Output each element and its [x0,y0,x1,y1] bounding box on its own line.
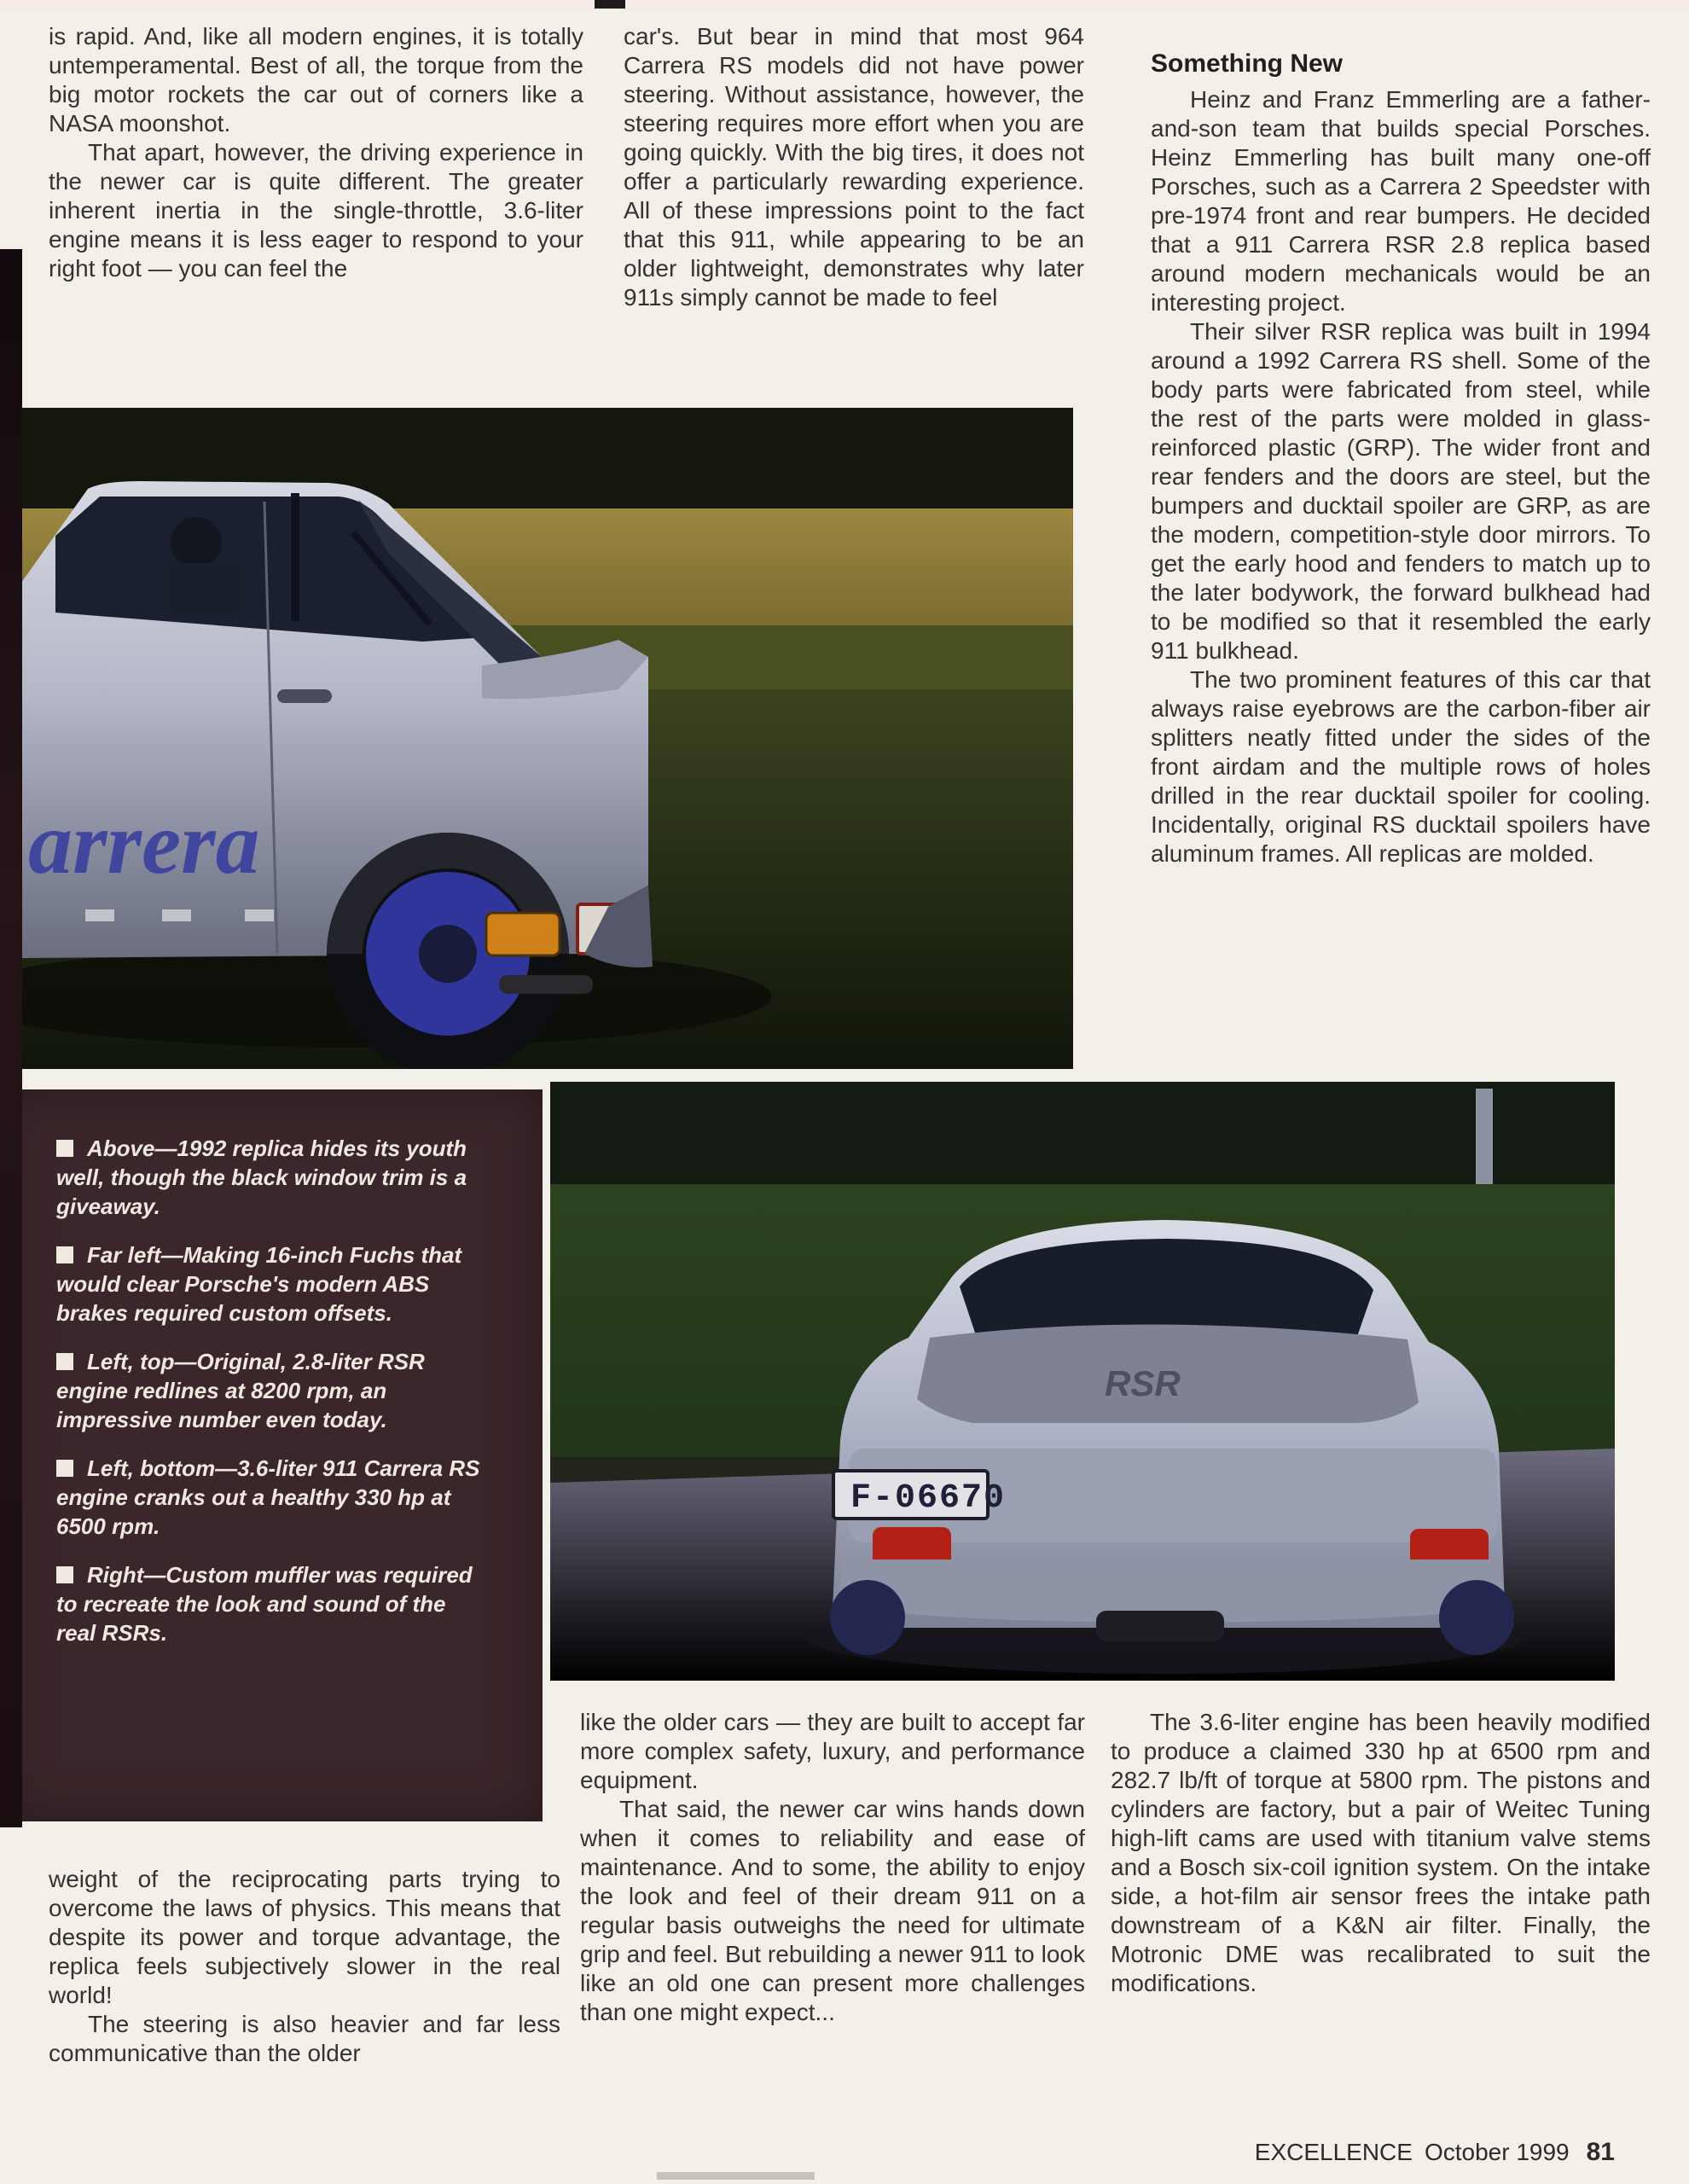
caption-list [56,1134,490,1667]
top-column-3 [1151,49,1651,868]
issue-date: October 1999 [1424,2139,1570,2165]
driver-torso [166,563,243,614]
caption-bullet-icon [56,1566,73,1583]
scan-top-tint [0,0,1689,10]
side-script-decal: arrera [28,794,260,892]
roll-cage-bar [291,493,299,621]
caption-text: Left, top—Original, 2.8-liter RSR engine redlines at 8200 rpm, an impressive number even today. [56,1349,425,1432]
paragraph: The steering is also heavier and far less communicative than the older [49,2011,560,2066]
bottom-column-right [1111,1708,1651,1998]
bottom-column-left [49,1865,560,2068]
caption-panel [0,1089,543,1821]
photo-rear-view [550,1082,1615,1681]
caption-text: Above—1992 replica hides its youth well, though the black window trim is a giveaway. [56,1136,467,1219]
spoiler-decal-text: RSR [1105,1363,1181,1403]
amber-taillight [486,913,560,956]
right-wheel [1439,1580,1514,1655]
caption-item [56,1560,490,1647]
caption-text: Left, bottom—3.6-liter 911 Carrera RS engine cranks out a healthy 330 hp at 6500 rpm. [56,1455,480,1539]
top-column-2 [624,22,1084,312]
side-view-illustration [21,408,1073,1069]
paragraph: is rapid. And, like all modern engines, it is totally untemperamental. Best of all, the torque from the big motor rockets the car out of corners like a NASA moonshot. [49,23,583,136]
section-heading: Something New [1151,49,1344,78]
exhaust-muffler [499,975,593,994]
paragraph: Their silver RSR replica was built in 1994 around a 1992 Carrera RS shell. Some of the body parts were fabricated from steel, while the rest of the parts were molded in glass-reinforced plastic (GRP). The wider front and rear fenders and the doors are steel, but the bumpers and ducktail spoiler are GRP, as are the modern, competition-style door mirrors. To get the early hood and fenders to match up to the later bodywork, the forward bulkhead had to be modified so that it resembled the early 911 bulkhead. [1151,318,1651,664]
paragraph: That said, the newer car wins hands down when it comes to reliability and ease of maintenance. And to some, the ability to enjoy the look and feel of their dream 911 on a regular basis outweighs the need for ultimate grip and feel. But rebuilding a newer 911 to look like an old one can present more challenges than one might expect... [580,1796,1085,2025]
scan-edge-strip [0,249,22,1827]
caption-item [56,1240,490,1327]
license-plate-text: F-06670 [850,1479,1007,1518]
paragraph: weight of the reciprocating parts trying to overcome the laws of physics. This means that despite its power and torque advantage, the replica feels subjectively slower in the real world! [49,1866,560,2008]
left-wheel [830,1580,905,1655]
caption-bullet-icon [56,1140,73,1157]
rear-view-illustration [550,1082,1615,1681]
fence-post [1476,1089,1493,1189]
scan-artifact-mark [595,0,625,9]
paragraph: The two prominent features of this car that always raise eyebrows are the carbon-fiber air splitters neatly fitted under the sides of the front airdam and the multiple rows of holes drilled in the rear ducktail spoiler for cooling. Incidentally, original RS ducktail spoilers have aluminum frames. All replicas are molded. [1151,666,1651,867]
caption-item [56,1454,490,1541]
paragraph: car's. But bear in mind that most 964 Carrera RS models did not have power steering. Without assistance, however, the steering requires more effort when you are going quickly. With the big tires, it does not offer a particularly rewarding experience. All of these impressions point to the fact that this 911, while appearing to be an older lightweight, demonstrates why later 911s simply cannot be made to feel [624,23,1084,311]
caption-bullet-icon [56,1246,73,1263]
scan-bottom-smudge [657,2172,815,2180]
page-footer [1255,2138,1615,2167]
page-number: 81 [1586,2138,1615,2166]
tree-line [550,1082,1615,1197]
paragraph: That apart, however, the driving experience in the newer car is quite different. The greater inherent inertia in the single-throttle, 3.6-liter engine means it is less eager to respond to your right foot — you can feel the [49,139,583,282]
paragraph: like the older cars — they are built to accept far more complex safety, luxury, and performance equipment. [580,1709,1085,1793]
top-column-1 [49,22,583,283]
driver-silhouette [171,517,222,568]
door-handle [277,689,332,703]
caption-item [56,1134,490,1221]
exhaust-muffler [1096,1611,1224,1641]
caption-bullet-icon [56,1460,73,1477]
rear-wheel-hub [419,925,477,983]
paragraph: Heinz and Franz Emmerling are a father-and-son team that builds special Porsches. Heinz Emmerling has built many one-off Porsches, such as a Carrera 2 Speedster with pre-1974 front and rear bumpers. He decided that a 911 Carrera RSR 2.8 replica based around modern mechanicals would be an interesting project. [1151,86,1651,316]
caption-bullet-icon [56,1353,73,1370]
caption-text: Right—Custom muffler was required to recreate the look and sound of the real RSRs. [56,1562,473,1646]
caption-text: Far left—Making 16-inch Fuchs that would clear Porsche's modern ABS brakes required custom offsets. [56,1242,462,1326]
side-stripe-marks [85,909,274,921]
photo-side-view [21,408,1073,1069]
caption-item [56,1347,490,1434]
bottom-column-middle [580,1708,1085,2027]
publication-name: EXCELLENCE [1254,2139,1413,2165]
paragraph: The 3.6-liter engine has been heavily modified to produce a claimed 330 hp at 6500 rpm and 282.7 lb/ft of torque at 5800 rpm. The pistons and cylinders are factory, but a pair of Weitec Tuning high-lift cams are used with titanium valve stems and a Bosch six-coil ignition system. On the intake side, a hot-film air sensor frees the intake path downstream of a K&N air filter. Finally, the Motronic DME was recalibrated to suit the modifications. [1111,1709,1651,1996]
